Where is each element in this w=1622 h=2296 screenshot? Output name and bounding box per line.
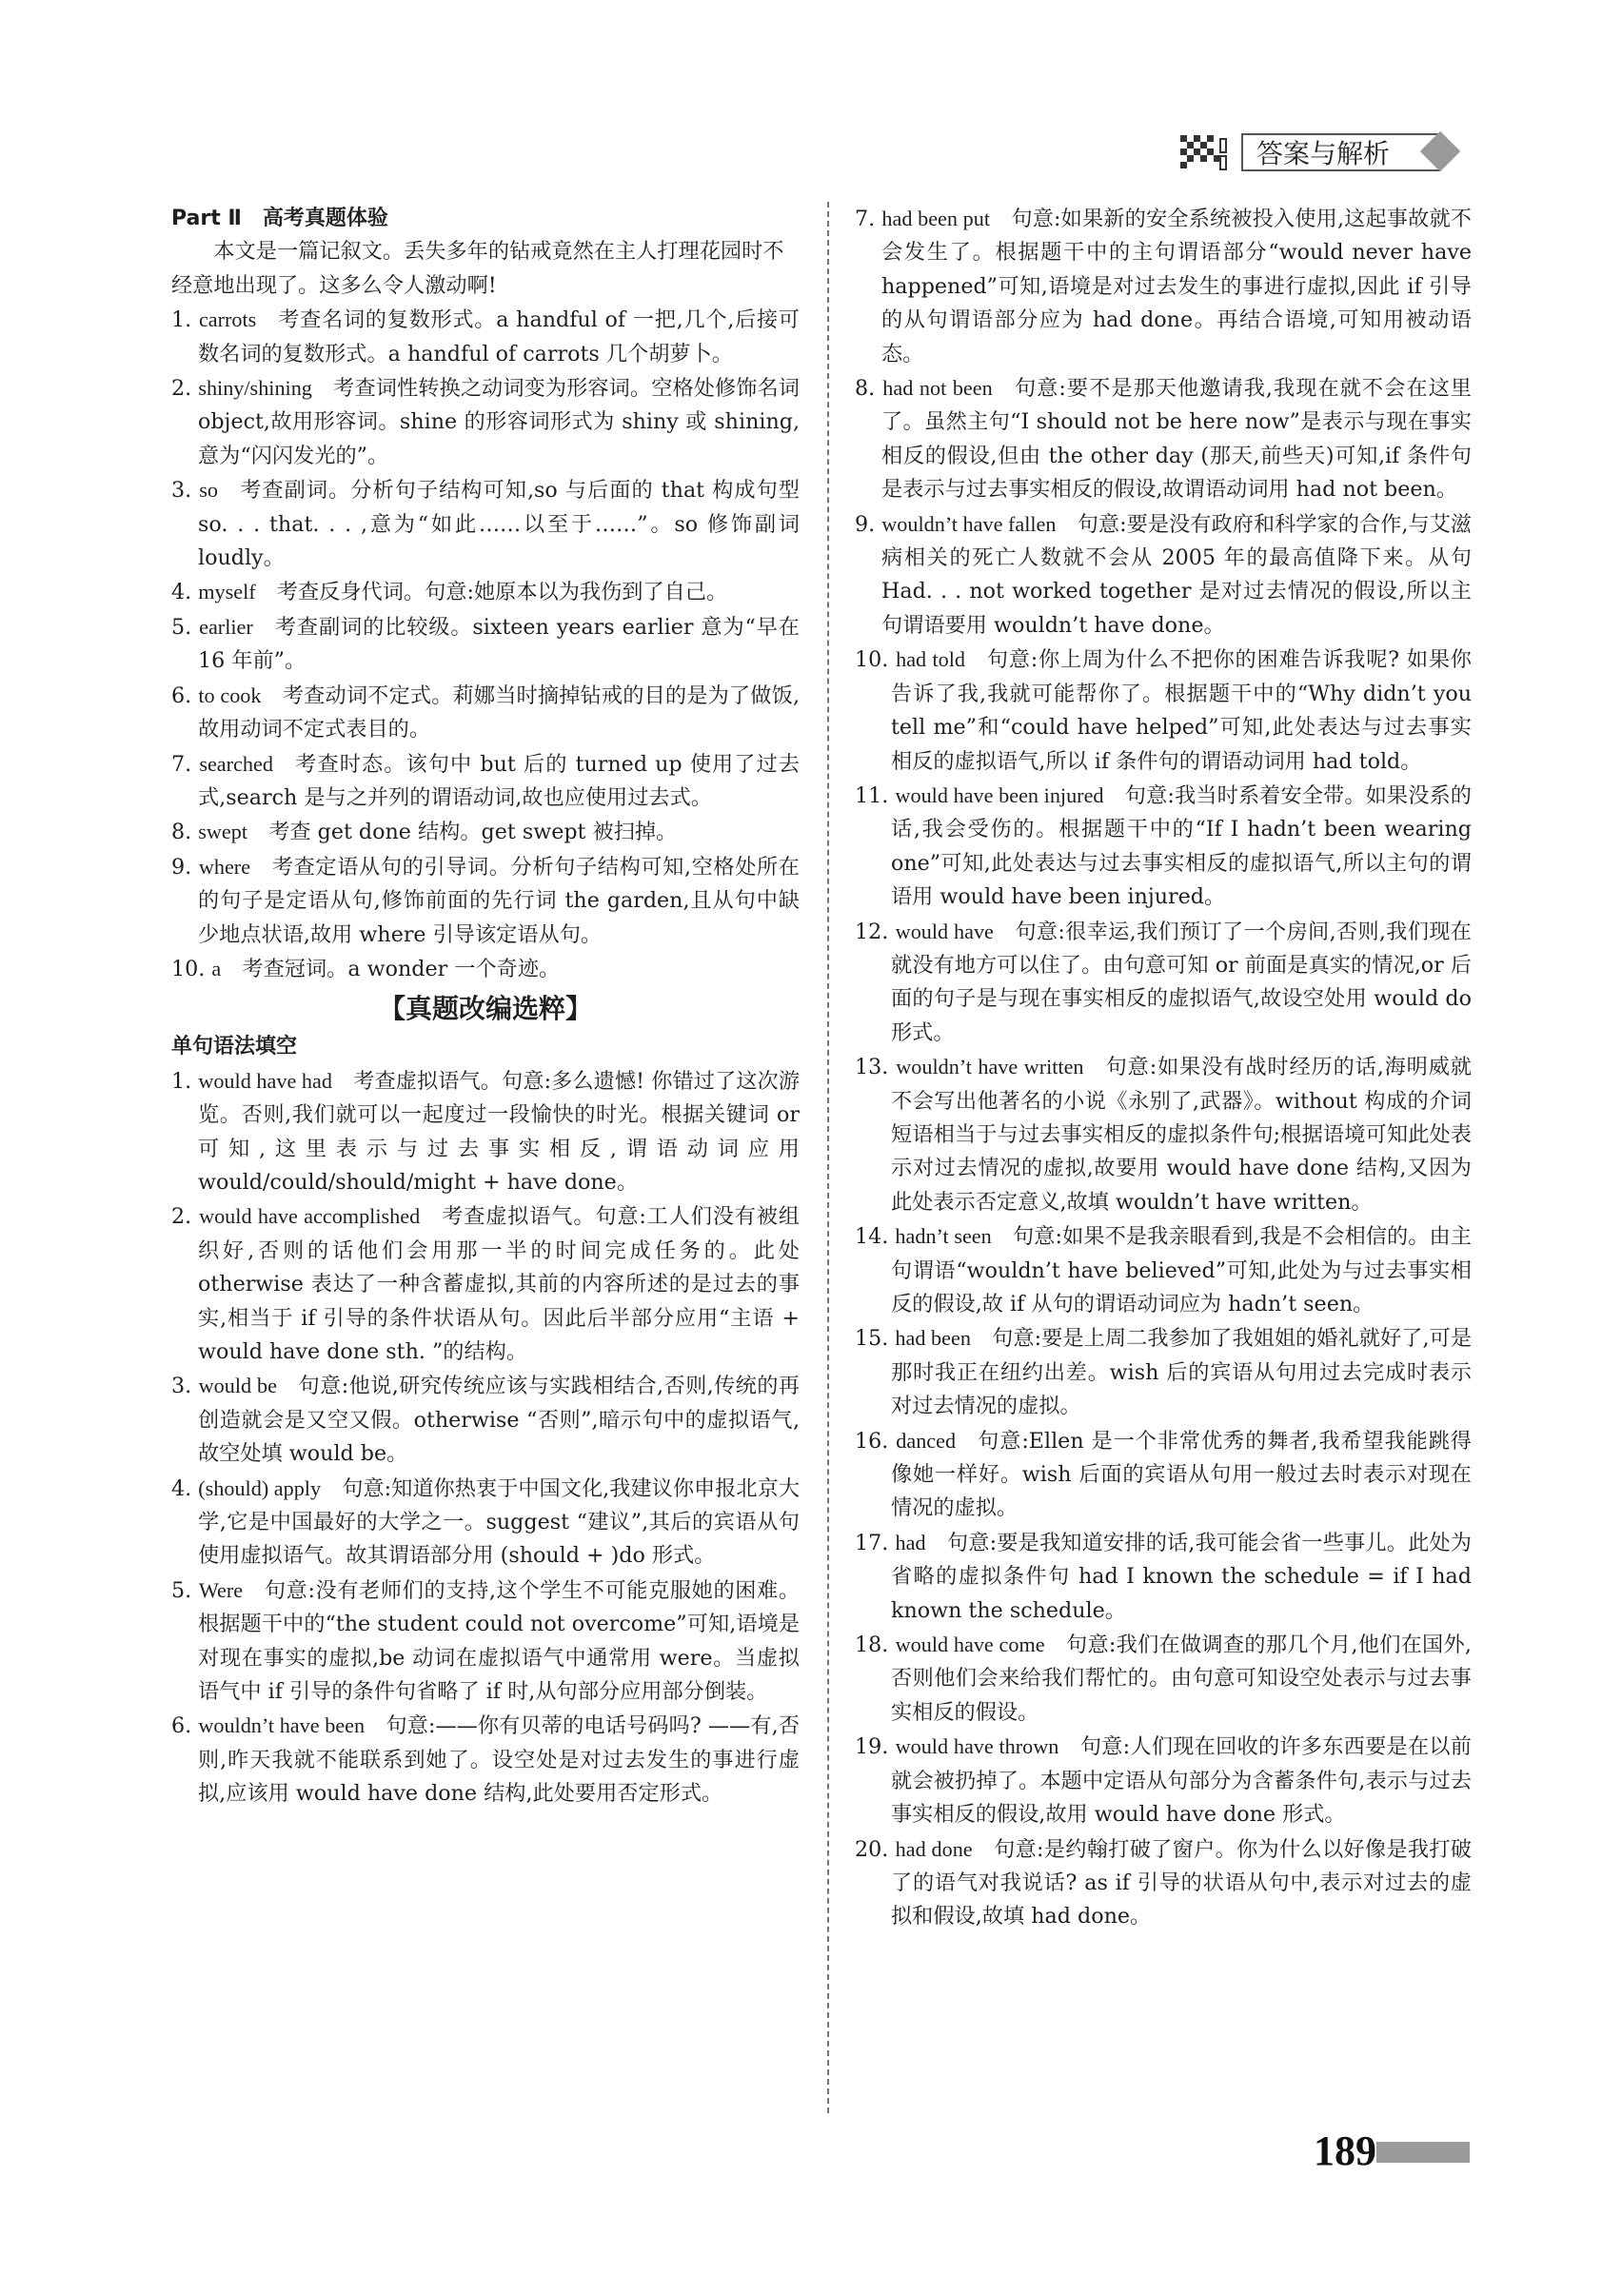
item-number: 9. — [855, 511, 876, 537]
item-answer: danced — [896, 1428, 957, 1453]
answer-item — [171, 473, 800, 575]
answer-item — [171, 815, 800, 849]
item-explanation: 句意:如果不是我亲眼看到,我是不会相信的。由主句谓语“wouldn’t have believed”可知,此处为与过去事实相反的假设,故 if 从句的谓语动词应为 hadn’t seen。 — [891, 1224, 1472, 1316]
left-column — [171, 202, 800, 1811]
item-explanation: 句意:你上周为什么不把你的困难告诉我呢? 如果你告诉了我,我就可能帮你了。根据题干中的“Why didn’t you tell me”和“could have helped”可知,此处表达与过去事实相反的虚拟语气,所以 if 条件句的谓语动词用 had told。 — [891, 647, 1472, 774]
answer-item — [855, 1730, 1472, 1831]
item-answer: had — [895, 1530, 926, 1554]
answer-item — [171, 371, 800, 473]
answer-item — [171, 850, 800, 952]
section-header — [1180, 131, 1466, 175]
item-explanation: 考查时态。该句中 but 后的 turned up 使用了过去式,search 是与之并列的谓语动词,故也应使用过去式。 — [198, 751, 800, 810]
item-answer: would have thrown — [895, 1734, 1059, 1759]
item-explanation: 考查词性转换之动词变为形容词。空格处修饰名词 object,故用形容词。shine 的形容词形式为 shiny 或 shining,意为“闪闪发光的”。 — [198, 376, 800, 468]
item-answer: carrots — [198, 307, 257, 332]
item-number: 2. — [171, 376, 192, 402]
item-answer: wouldn’t have been — [198, 1713, 366, 1738]
item-answer: had told — [896, 647, 965, 672]
item-answer: to cook — [198, 683, 262, 707]
item-explanation: 句意:Ellen 是一个非常优秀的舞者,我希望我能跳得像她一样好。wish 后面的宾语从句用一般过去时表示对现在情况的虚拟。 — [891, 1428, 1472, 1521]
item-explanation: 句意:——你有贝蒂的电话号码吗? ——有,否则,昨天我就不能联系到她了。设空处是对过去发生的事进行虚拟,应该用 would have done 结构,此处要用否定形式。 — [198, 1713, 800, 1807]
item-answer: shiny/shining — [198, 376, 312, 401]
answer-item — [855, 202, 1472, 371]
answer-item — [855, 1526, 1472, 1628]
item-answer: wouldn’t have fallen — [881, 511, 1057, 536]
item-explanation: 考查定语从句的引导词。分析句子结构可知,空格处所在的句子是定语从句,修饰前面的先行词 the garden,且从句中缺少地点状语,故用 where 引导该定语从句。 — [198, 854, 800, 947]
item-answer: earlier — [199, 614, 253, 639]
page-number: 189 — [1314, 2128, 1376, 2174]
item-answer: had been — [895, 1326, 971, 1351]
answer-item — [171, 1574, 800, 1710]
item-answer: had not been — [882, 376, 993, 401]
item-number: 18. — [855, 1633, 889, 1658]
item-number: 1. — [171, 1068, 192, 1094]
answer-item — [855, 643, 1472, 779]
item-answer: would have accomplished — [199, 1204, 421, 1229]
item-number: 11. — [855, 782, 889, 808]
item-explanation: 句意:要是上周二我参加了我姐姐的婚礼就好了,可是那时我正在纽约出差。wish 后的宾语从句用过去完成时表示对过去情况的虚拟。 — [891, 1326, 1473, 1419]
item-answer: Were — [198, 1577, 244, 1602]
item-answer: (should) apply — [198, 1475, 322, 1500]
item-explanation: 句意:知道你热衷于中国文化,我建议你申报北京大学,它是中国最好的大学之一。suggest “建议”,其后的宾语从句使用虚拟语气。故其谓语部分用 (should + )do 形式。 — [198, 1475, 801, 1569]
item-explanation: 考查虚拟语气。句意:工人们没有被组织好,否则的话他们会用那一半的时间完成任务的。此处 otherwise 表达了一种含蓄虚拟,其前的内容所述的是过去的事实,相当于 if 引导的条件状语从句。因此后半部分应用“主语 + would have done sth. ”的结构。 — [198, 1204, 800, 1364]
item-explanation: 句意:如果没有战时经历的话,海明威就不会写出他著名的小说《永别了,武器》。without 构成的介词短语相当于与过去事实相反的虚拟条件句;根据语境可知此处表示对过去情况的虚拟,故要用 would have done 结构,又因为此处表示否定意义,故填 wouldn’t have written。 — [891, 1055, 1472, 1215]
item-number: 6. — [171, 683, 192, 708]
answer-item — [171, 610, 800, 679]
answer-item — [171, 747, 800, 816]
item-number: 2. — [171, 1204, 192, 1230]
item-explanation: 句意:我们在做调查的那几个月,他们在国外,否则他们会来给我们帮忙的。由句意可知设空处表示与过去事实相反的假设。 — [891, 1633, 1472, 1725]
section-banner: 【真题改编选粹】 — [378, 993, 592, 1025]
item-explanation: 考查副词的比较级。sixteen years earlier 意为“早在 16 年前”。 — [198, 614, 800, 674]
item-number: 5. — [171, 614, 192, 640]
item-number: 1. — [171, 307, 192, 333]
item-number: 4. — [171, 580, 192, 605]
subhead: 单句语法填空 — [171, 1035, 298, 1059]
right-column — [855, 202, 1472, 1934]
item-explanation: 句意:我当时系着安全带。如果没系的话,我会受伤的。根据题干中的“If I hadn’t been wearing one”可知,此处表达与过去事实相反的虚拟语气,所以主句的谓语用 would have been injured。 — [891, 782, 1472, 910]
item-number: 7. — [171, 751, 192, 777]
item-number: 7. — [855, 207, 876, 231]
item-explanation: 句意:如果新的安全系统被投入使用,这起事故就不会发生了。根据题干中的主句谓语部分“would never have happened”可知,语境是对过去发生的事进行虚拟,因此 if 引导的从句谓语部分应为 had done。再结合语境,可知用被动语态。 — [881, 207, 1472, 366]
item-explanation: 句意:要是没有政府和科学家的合作,与艾滋病相关的死亡人数就不会从 2005 年的最高值降下来。从句 Had. . . not worked together 是对过去情况的假设,所以主句谓语要用 wouldn’t have done。 — [881, 511, 1472, 638]
item-explanation: 考查反身代词。句意:她原本以为我伤到了自己。 — [276, 580, 728, 605]
item-number: 13. — [855, 1055, 889, 1080]
item-number: 8. — [171, 820, 192, 845]
item-explanation: 考查冠词。a wonder 一个奇迹。 — [242, 956, 561, 981]
item-answer: would be — [198, 1374, 277, 1398]
answer-item — [855, 507, 1472, 643]
answer-item — [171, 1064, 800, 1200]
item-explanation: 考查副词。分析句子结构可知,so 与后面的 that 构成句型 so. . . that. . . ,意为“如此……以至于……”。so 修饰副词 loudly。 — [198, 478, 800, 571]
item-number: 15. — [855, 1326, 889, 1352]
answer-item — [855, 1628, 1472, 1730]
answer-item — [171, 1709, 800, 1811]
answer-item — [855, 779, 1472, 915]
header-title: 答案与解析 — [1241, 133, 1441, 171]
item-explanation: 句意:人们现在回收的许多东西要是在以前就会被扔掉了。本题中定语从句部分为含蓄条件句,表示与过去事实相反的假设,故用 would have done 形式。 — [891, 1734, 1472, 1828]
item-number: 9. — [171, 854, 192, 880]
answer-item — [855, 1219, 1472, 1321]
answer-item — [855, 1424, 1472, 1526]
answer-item — [855, 1321, 1472, 1423]
item-explanation: 考查动词不定式。莉娜当时摘掉钻戒的目的是为了做饭,故用动词不定式表目的。 — [198, 683, 800, 742]
item-number: 5. — [171, 1577, 192, 1603]
item-number: 16. — [855, 1428, 889, 1454]
item-answer: would have had — [198, 1068, 332, 1093]
item-answer: would have — [895, 919, 994, 943]
right-answers-list — [855, 202, 1472, 1934]
part-answers-list — [171, 303, 800, 986]
item-number: 10. — [855, 647, 889, 673]
item-explanation: 句意:很幸运,我们预订了一个房间,否则,我们现在就没有地方可以住了。由句意可知 or 前面是真实的情况,or 后面的句子是与现在事实相反的虚拟语气,故设空处用 would do 形式。 — [891, 919, 1472, 1045]
item-answer: had done — [895, 1836, 973, 1861]
answer-item — [171, 1369, 800, 1471]
answer-item — [855, 371, 1472, 507]
item-number: 3. — [171, 478, 192, 504]
item-answer: searched — [199, 751, 273, 776]
page-number-bar — [1376, 2142, 1470, 2163]
part-title: Part Ⅱ 高考真题体验 — [171, 207, 388, 230]
item-number: 8. — [855, 376, 876, 402]
item-number: 14. — [855, 1224, 889, 1250]
column-divider — [827, 202, 829, 2113]
item-number: 10. — [171, 956, 206, 981]
answer-item — [171, 1472, 800, 1574]
item-answer: would have come — [895, 1633, 1045, 1657]
item-answer: hadn’t seen — [895, 1224, 992, 1249]
item-number: 3. — [171, 1374, 192, 1399]
item-answer: had been put — [881, 207, 991, 230]
item-explanation: 句意:他说,研究传统应该与实践相结合,否则,传统的再创造就会是又空又假。otherwise “否则”,暗示句中的虚拟语气,故空处填 would be。 — [198, 1374, 800, 1467]
answer-item — [171, 303, 800, 371]
item-answer: myself — [198, 580, 256, 604]
answer-item — [171, 575, 800, 609]
item-answer: so — [199, 478, 218, 503]
answer-item — [855, 1832, 1472, 1934]
item-explanation: 句意:是约翰打破了窗户。你为什么以好像是我打破了的语气对我说话? as if 引导的状语从句中,表示对过去的虚拟和假设,故填 had done。 — [891, 1836, 1472, 1930]
item-explanation: 考查虚拟语气。句意:多么遗憾! 你错过了这次游览。否则,我们就可以一起度过一段愉快的时光。根据关键词 or 可知,这里表示与过去事实相反,谓语动词应用 would/could/should/might + have done。 — [198, 1068, 800, 1195]
item-answer: a — [211, 956, 222, 980]
answer-item — [171, 1199, 800, 1369]
item-explanation: 考查名词的复数形式。a handful of 一把,几个,后接可数名词的复数形式。a handful of carrots 几个胡萝卜。 — [198, 307, 800, 366]
item-explanation: 句意:要不是那天他邀请我,我现在就不会在这里了。虽然主句“I should not be here now”是表示与现在事实相反的假设,但由 the other day (那天,前些天)可知,if 条件句是表示与过去事实相反的假设,故谓语动词用 had not been。 — [881, 376, 1472, 503]
intro-paragraph: 本文是一篇记叙文。丢失多年的钻戒竟然在主人打理花园时不经意地出现了。这多么令人激动啊! — [171, 239, 784, 298]
left-answers-list — [171, 1064, 800, 1811]
mosaic-icon — [1180, 135, 1236, 171]
item-answer: would have been injured — [895, 782, 1104, 807]
answer-item — [855, 915, 1472, 1051]
item-answer: swept — [198, 820, 247, 844]
item-answer: where — [198, 854, 251, 879]
item-number: 20. — [855, 1836, 889, 1862]
item-number: 19. — [855, 1734, 889, 1760]
answer-item — [171, 679, 800, 747]
item-number: 6. — [171, 1713, 192, 1739]
item-number: 17. — [855, 1530, 889, 1555]
item-explanation: 句意:要是我知道安排的话,我可能会省一些事儿。此处为省略的虚拟条件句 had I known the schedule = if I had known the schedule。 — [891, 1530, 1472, 1623]
item-explanation: 考查 get done 结构。get swept 被扫掉。 — [268, 820, 678, 845]
item-answer: wouldn’t have written — [896, 1055, 1084, 1079]
answer-item — [171, 952, 800, 986]
item-number: 4. — [171, 1475, 192, 1501]
answer-item — [855, 1050, 1472, 1219]
item-explanation: 句意:没有老师们的支持,这个学生不可能克服她的困难。根据题干中的“the student could not overcome”可知,语境是对现在事实的虚拟,be 动词在虚拟语气中通常用 were。当虚拟语气中 if 引导的条件句省略了 if 时,从句部分应用部分倒装。 — [198, 1577, 801, 1705]
item-number: 12. — [855, 919, 889, 944]
